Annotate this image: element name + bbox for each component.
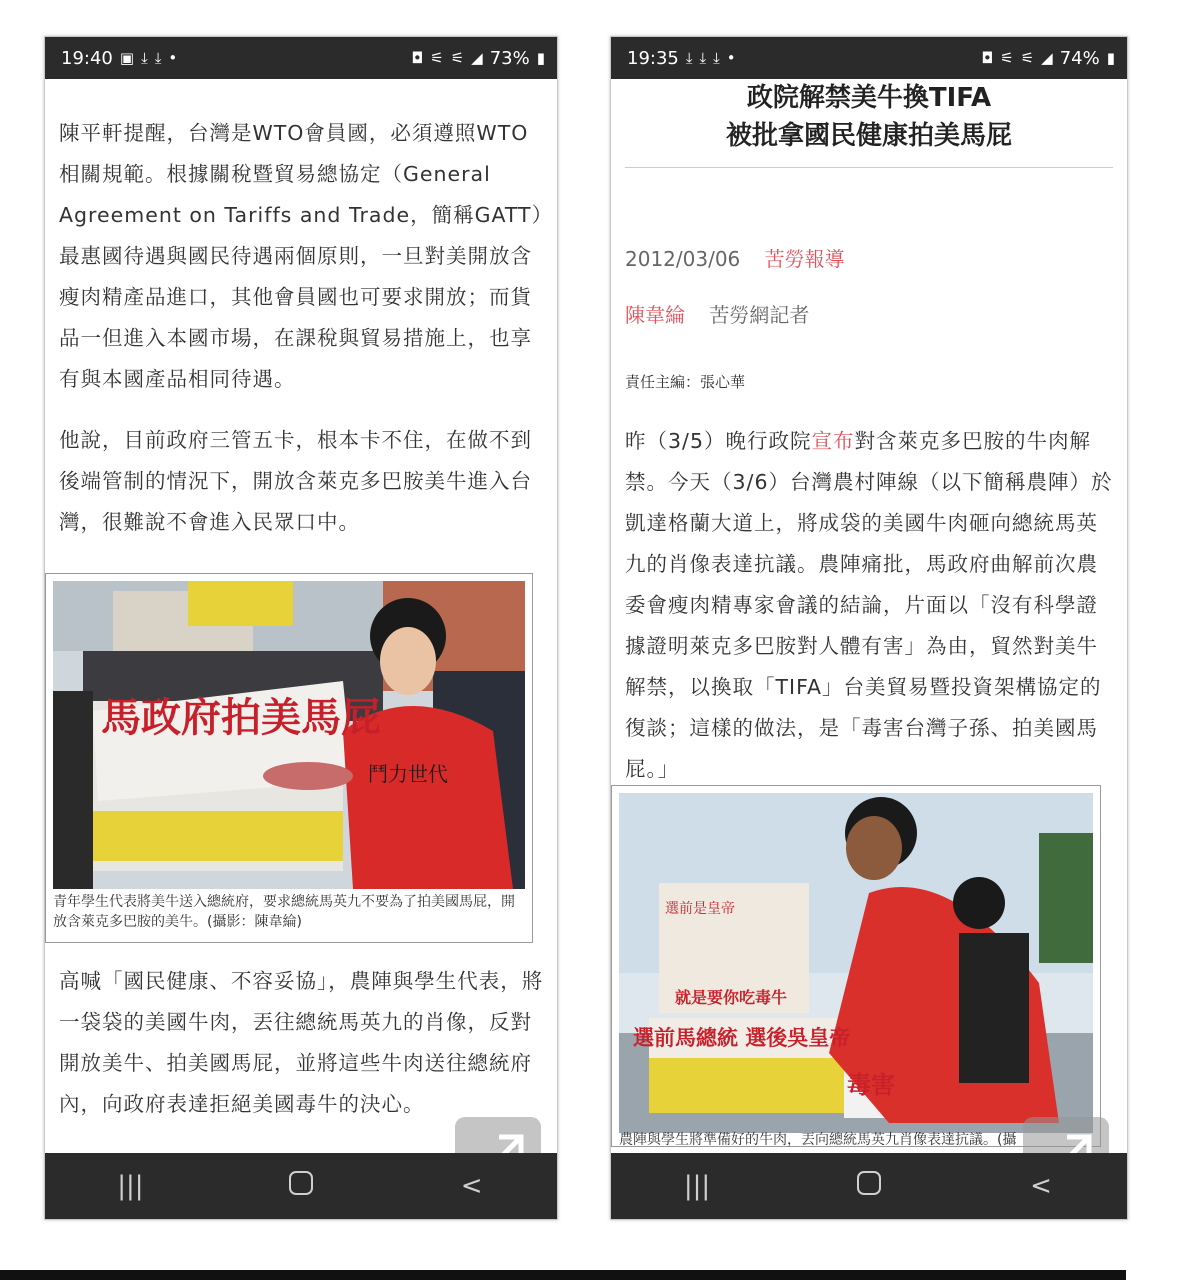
shirt-text: 鬥力世代: [368, 762, 448, 786]
nfc-icon: ◘: [411, 49, 424, 67]
gallery-icon: ▣: [119, 49, 135, 67]
signal-icon: ⚟: [1020, 49, 1035, 67]
home-icon: [289, 1171, 313, 1195]
wifi-call-icon: ⚟: [430, 49, 444, 67]
title-divider: [625, 167, 1113, 168]
dot-icon: •: [168, 49, 178, 67]
photo-sign-text-4: 選前是皇帝: [665, 901, 735, 917]
bars-icon: ◢: [1041, 49, 1053, 67]
article-category-link[interactable]: 苦勞報導: [764, 247, 845, 271]
status-bar: [611, 37, 1127, 79]
bars-icon: ◢: [471, 49, 483, 67]
battery-level: 73%: [489, 47, 530, 69]
dot-icon: •: [726, 49, 736, 67]
article-content[interactable]: [45, 79, 557, 1153]
download-icon: ⤓: [141, 49, 148, 67]
author-link[interactable]: 陳韋綸: [625, 303, 685, 327]
article-paragraph: 高喊「國民健康、不容妥協」，農陣與學生代表，將一袋袋的美國牛肉，丟往總統馬英九的肖像，反對開放美牛、拍美國馬屁，並將這些牛肉送往總統府內，向政府表達拒絕美國毒牛的決心。: [59, 969, 544, 1116]
home-icon: [857, 1171, 881, 1195]
article-editor: 責任主編：張心華: [625, 373, 746, 391]
article-paragraph: 他說，目前政府三管五卡，根本卡不住，在做不到後端管制的情況下，開放含萊克多巴胺美牛進入台灣，很難說不會進入民眾口中。: [59, 428, 532, 534]
download-icon: ⤓: [685, 49, 693, 67]
article-paragraph: 陳平軒提醒，台灣是WTO會員國，必須遵照WTO相關規範。根據關稅暨貿易總協定（General Agreement on Tariffs and Trade，簡稱GATT）最惠國待遇與國民待遇兩個原則，一旦對美開放含瘦肉精產品進口，其他會員國也可要求開放；而貨品一但進入本國市場，在課稅與貿易措施上，也享有與本國產品相同待遇。: [59, 121, 543, 391]
signal-icon: ⚟: [450, 49, 465, 67]
right-phone-screenshot: [610, 36, 1128, 1220]
battery-icon: ▮: [1106, 49, 1115, 67]
protest-photo: [619, 793, 1093, 1133]
home-button[interactable]: [271, 1171, 331, 1202]
announce-link[interactable]: 宣布: [811, 429, 855, 453]
article-title-line-2: 被批拿國民健康拍美馬屁: [725, 121, 1012, 151]
left-phone-screenshot: [44, 36, 558, 1220]
status-bar: [45, 37, 557, 79]
article-photo[interactable]: [45, 573, 533, 943]
photo-sign-text-2: 就是要你吃毒牛: [675, 988, 788, 1007]
back-icon[interactable]: <: [460, 1171, 483, 1201]
article-photo[interactable]: [611, 785, 1101, 1147]
photo-sign-text-3: 毒害: [847, 1071, 895, 1099]
status-time: 19:35: [627, 47, 679, 69]
article-title-line-1: 政院解禁美牛換TIFA: [746, 83, 992, 113]
photo-sign-text: 馬政府拍美馬屁: [101, 695, 381, 741]
article-meta-date-line: [625, 243, 845, 272]
back-icon[interactable]: <: [1030, 1171, 1052, 1201]
download-icon: ⤓: [699, 49, 707, 67]
article-author-line: [625, 299, 809, 328]
download-icon: ⤓: [713, 49, 720, 67]
navigation-bar: [611, 1153, 1127, 1219]
download-icon: ⤓: [154, 49, 162, 67]
status-time: 19:40: [61, 47, 113, 69]
article-paragraph: 昨（3/5）晚行政院宣布對含萊克多巴胺的牛肉解禁。今天（3/6）台灣農村陣線（以下簡稱農陣）於凱達格蘭大道上，將成袋的美國牛肉砸向總統馬英九的肖像表達抗議。農陣痛批，馬政府曲解前次農委會瘦肉精專家會議的結論，片面以「沒有科學證據證明萊克多巴胺對人體有害」為由，貿然對美牛解禁，以換取「TIFA」台美貿易暨投資架構協定的復談；這樣的做法，是「毒害台灣子孫、拍美國馬屁。」: [625, 429, 1113, 781]
home-button[interactable]: [839, 1171, 899, 1202]
article-content[interactable]: [611, 79, 1127, 1153]
photo-caption: 青年學生代表將美牛送入總統府，要求總統馬英九不要為了拍美國馬屁，開放含萊克多巴胺的美牛。(攝影：陳韋綸): [53, 894, 515, 930]
recent-apps-icon[interactable]: |||: [683, 1171, 711, 1201]
photo-sign-text: 選前馬總統 選後吳皇帝: [633, 1026, 851, 1050]
nfc-icon: ◘: [981, 49, 994, 67]
navigation-bar: [45, 1153, 557, 1219]
battery-icon: ▮: [536, 49, 545, 67]
recent-apps-icon[interactable]: |||: [117, 1171, 144, 1201]
battery-level: 74%: [1059, 47, 1100, 69]
bottom-edge-bar: [0, 1270, 1126, 1280]
article-date: 2012/03/06: [625, 247, 741, 271]
photo-caption: 農陣與學生將準備好的牛肉，丟向總統馬英九肖像表達抗議。(攝: [619, 1132, 1017, 1148]
wifi-call-icon: ⚟: [1000, 49, 1014, 67]
author-role: 苦勞網記者: [709, 303, 810, 327]
protest-photo: [53, 581, 525, 889]
